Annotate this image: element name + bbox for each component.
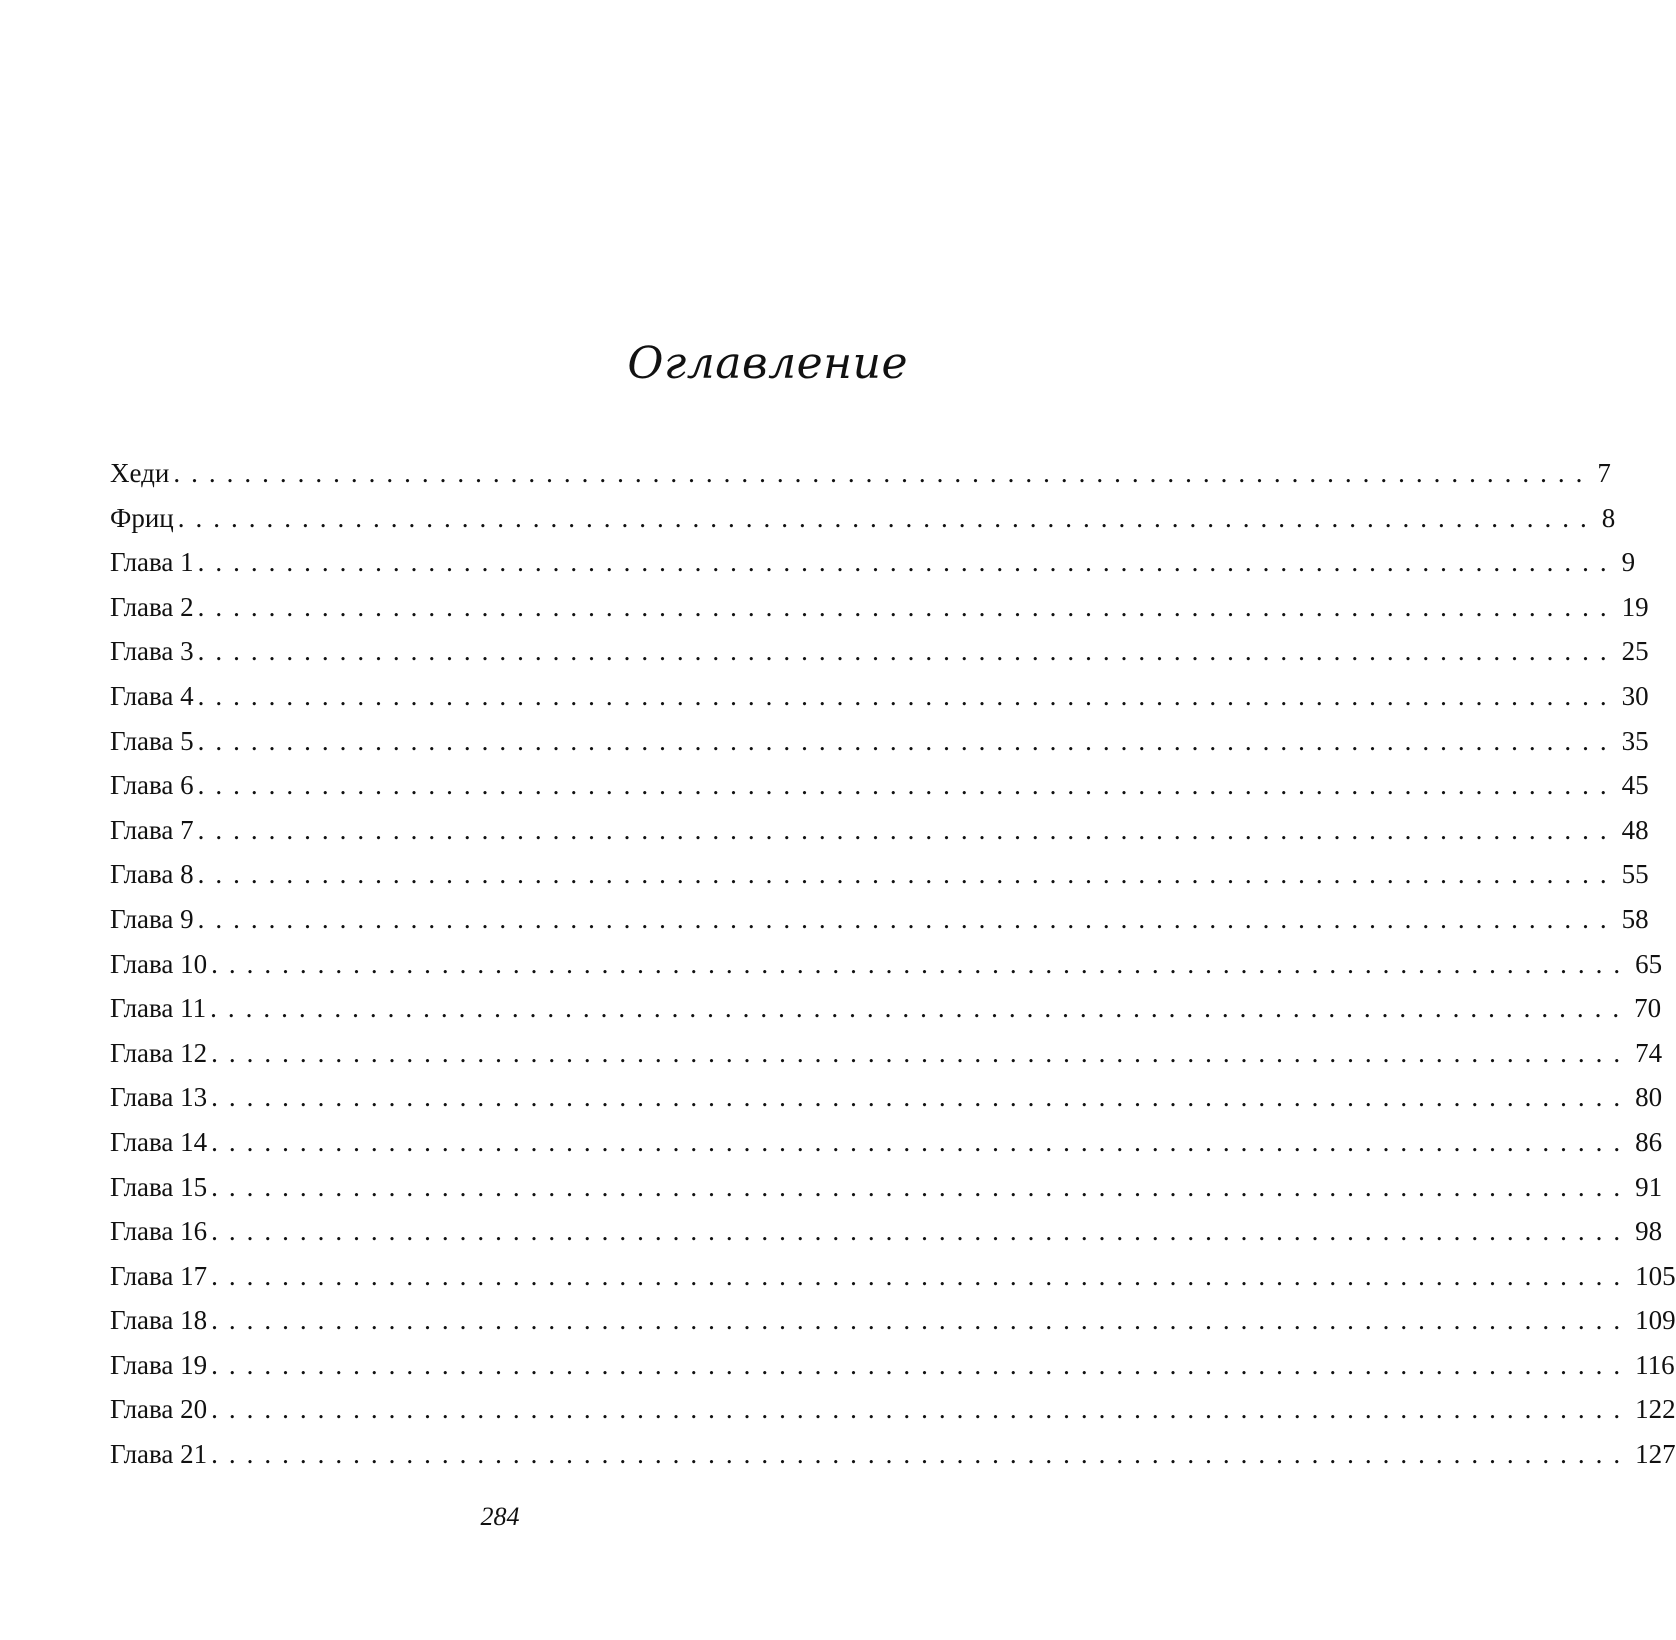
toc-entry <box>110 993 1662 1038</box>
toc-entry-page: 7 <box>1597 458 1611 488</box>
toc-entry-label: Глава 6 <box>110 770 194 801</box>
toc-entry-label: Глава 5 <box>110 725 194 756</box>
toc-entry <box>110 680 1649 726</box>
toc-dot-leader: ................................................................................ <box>197 680 1618 711</box>
toc-dot-leader: ................................................................................ <box>197 903 1618 934</box>
toc-entry-page: 91 <box>1635 1171 1663 1202</box>
toc-dot-leader: ................................................................................ <box>211 1216 1632 1247</box>
toc-entry <box>110 591 1649 637</box>
toc-entry <box>110 1037 1663 1083</box>
toc-entry <box>110 1126 1663 1172</box>
toc-entry <box>110 1171 1663 1217</box>
toc-entry <box>110 636 1649 681</box>
toc-entry <box>110 1082 1663 1127</box>
toc-entry <box>110 1439 1676 1484</box>
toc-entry <box>110 814 1649 860</box>
toc-entry-page: 8 <box>1601 502 1616 533</box>
toc-entry-label: Глава 17 <box>110 1260 208 1291</box>
toc-entry-label: Глава 4 <box>110 680 194 711</box>
toc-entry-page: 65 <box>1635 948 1663 979</box>
toc-entry <box>110 1216 1663 1261</box>
toc-entry-page: 109 <box>1635 1305 1676 1336</box>
toc-entry <box>110 948 1663 994</box>
toc-entry <box>110 859 1649 904</box>
toc-dot-leader: ................................................................................ <box>211 1082 1632 1113</box>
toc-dot-leader: ................................................................................ <box>211 1394 1632 1425</box>
toc-dot-leader: ................................................................................ <box>211 1037 1632 1068</box>
toc-entry-page: 19 <box>1621 591 1649 622</box>
toc-dot-leader: ................................................................................ <box>211 1171 1632 1202</box>
toc-entry-label: Глава 20 <box>110 1394 208 1425</box>
toc-dot-leader: ................................................................................ <box>211 1349 1632 1380</box>
toc-entry-page: 127 <box>1635 1439 1676 1470</box>
toc-dot-leader: ................................................................................ <box>197 814 1618 845</box>
toc-entry-page: 74 <box>1635 1037 1663 1068</box>
toc-entry-label: Глава 21 <box>110 1439 208 1470</box>
toc-dot-leader: ................................................................................ <box>211 1439 1632 1470</box>
toc-dot-leader: ................................................................................ <box>211 1260 1632 1291</box>
toc-entry-label: Глава 11 <box>110 993 207 1024</box>
toc-entry-page: 55 <box>1621 859 1649 890</box>
toc-entry <box>110 903 1649 949</box>
toc-dot-leader: ................................................................................ <box>197 770 1618 801</box>
toc-entry-page: 70 <box>1634 993 1662 1024</box>
toc-entry-page: 58 <box>1621 903 1649 934</box>
toc-entry-page: 122 <box>1635 1394 1676 1425</box>
toc-entry-page: 45 <box>1621 770 1649 801</box>
toc-dot-leader: ................................................................................ <box>197 859 1618 890</box>
toc-dot-leader: ................................................................................ <box>173 458 1594 488</box>
toc-entry-page: 9 <box>1621 547 1636 578</box>
toc-entry <box>110 547 1636 592</box>
toc-entry-page: 80 <box>1635 1082 1663 1113</box>
toc-title: Оглавление <box>627 338 908 389</box>
toc-entry <box>110 770 1649 815</box>
toc-entry-label: Глава 3 <box>110 636 194 667</box>
toc-entry-label: Глава 15 <box>110 1171 208 1202</box>
toc-entry-label: Хеди <box>110 458 170 488</box>
toc-entry <box>110 1394 1676 1439</box>
toc-entry-label: Глава 10 <box>110 948 208 979</box>
toc-dot-leader: ................................................................................ <box>177 502 1598 533</box>
toc-dot-leader: ................................................................................ <box>211 1305 1632 1336</box>
toc-dot-leader: ................................................................................ <box>197 636 1618 667</box>
toc-entry <box>110 1260 1676 1306</box>
toc-entry <box>110 458 1611 503</box>
toc-entry-label: Глава 18 <box>110 1305 208 1336</box>
toc-entry-page: 30 <box>1621 680 1649 711</box>
toc-entry-label: Глава 16 <box>110 1216 208 1247</box>
toc-entry <box>110 725 1649 771</box>
toc-entry-label: Глава 9 <box>110 903 194 934</box>
toc-entry-label: Глава 7 <box>110 814 194 845</box>
toc-entry-page: 48 <box>1621 814 1649 845</box>
toc-entry-label: Глава 2 <box>110 591 194 622</box>
toc-entry-label: Глава 13 <box>110 1082 208 1113</box>
toc-dot-leader: ................................................................................ <box>197 547 1618 578</box>
toc-dot-leader: ................................................................................ <box>197 725 1618 756</box>
toc-entry-label: Глава 12 <box>110 1037 208 1068</box>
toc-dot-leader: ................................................................................ <box>211 1126 1632 1157</box>
toc-dot-leader: ................................................................................ <box>210 993 1631 1024</box>
toc-entry-page: 86 <box>1635 1126 1663 1157</box>
toc-entry-label: Глава 19 <box>110 1349 208 1380</box>
toc-entry-label: Глава 8 <box>110 859 194 890</box>
toc-entry-page: 25 <box>1621 636 1649 667</box>
toc-entry-page: 98 <box>1635 1216 1663 1247</box>
toc-entry-label: Глава 14 <box>110 1126 208 1157</box>
toc-entry-label: Глава 1 <box>110 547 194 578</box>
toc-entry-page: 116 <box>1635 1349 1675 1380</box>
toc-dot-leader: ................................................................................ <box>211 948 1632 979</box>
page-number: 284 <box>480 1502 520 1531</box>
toc-entry <box>110 502 1616 548</box>
toc-entry-page: 35 <box>1621 725 1649 756</box>
toc-entry-label: Фриц <box>110 502 174 533</box>
toc-entry-page: 105 <box>1635 1260 1676 1291</box>
toc-entry <box>110 1349 1675 1395</box>
toc-entry <box>110 1305 1676 1350</box>
toc-list <box>110 458 1676 1484</box>
toc-dot-leader: ................................................................................ <box>197 591 1618 622</box>
